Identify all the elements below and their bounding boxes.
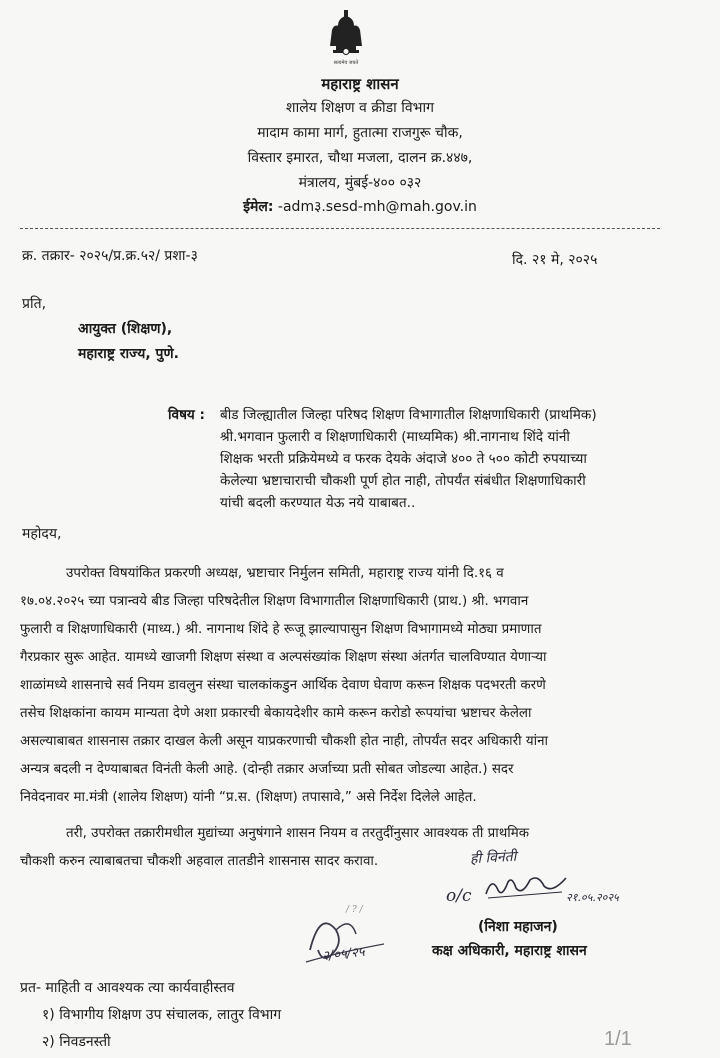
state-emblem-icon <box>318 6 374 68</box>
paragraph-1-line: निवेदनावर मा.मंत्री (शालेय शिक्षण) यांनी “प्र.स. (शिक्षण) तपासावे,” असे निर्देश दिलेले आहेत. <box>20 790 477 805</box>
subject-label: विषय : <box>168 407 205 423</box>
subject-line: केलेल्या भ्रष्टाचाराची चौकशी पूर्ण होत नाही, तोपर्यंत संबंधीत शिक्षणाधिकारी <box>220 473 586 489</box>
header-divider <box>20 228 660 229</box>
recipient-prefix: प्रति, <box>22 296 47 312</box>
paragraph-1-line: उपरोक्त विषयांकित प्रकरणी अध्यक्ष, भ्रष्टाचार निर्मुलन समिती, महाराष्ट्र राज्य यांनी दि.१६ व <box>66 566 504 581</box>
copy-item: १) विभागीय शिक्षण उप संचालक, लातुर विभाग <box>42 1007 282 1023</box>
subject-text <box>220 404 597 514</box>
paragraph-1-line: गैरप्रकार सुरू आहेत. यामध्ये खाजगी शिक्षण संस्था व अल्पसंख्यांक शिक्षण संस्था अंतर्गत चालविण्यात येणाऱ्या <box>20 650 547 665</box>
handwritten-request: ही विनंती <box>469 848 517 868</box>
subject-line: यांची बदली करण्यात येऊ नये याबाबत.. <box>220 495 416 511</box>
letterhead-address-line-1: मादाम कामा मार्ग, हुतात्मा राजगुरू चौक, <box>257 125 463 141</box>
recipient-line-1: आयुक्त (शिक्षण), <box>78 321 173 337</box>
paragraph-1-line: तसेच शिक्षकांना कायम मान्यता देणे अशा प्रकारची बेकायदेशीर कामे करून करोडो रूपयांचा भ्रष्टाचर केलेला <box>20 706 532 721</box>
email-label: ईमेल: <box>243 199 274 215</box>
signatory-name: (निशा महाजन) <box>478 919 558 935</box>
signatory-designation: कक्ष अधिकारी, महाराष्ट्र शासन <box>432 943 587 959</box>
signature-icon <box>482 872 572 902</box>
letter-date: दि. २१ मे, २०२५ <box>512 252 598 268</box>
paragraph-2-line: तरी, उपरोक्त तक्रारीमधील मुद्यांच्या अनुषंगाने शासन नियम व तरतुदींनुसार आवश्यक ती प्राथमिक <box>66 826 530 841</box>
letterhead-address-line-3: मंत्रालय, मुंबई-४०० ०३२ <box>298 175 422 191</box>
handwritten-sign-date: २१.०५.२०२५ <box>566 891 619 904</box>
reference-number: क्र. तक्रार- २०२५/प्र.क्र.५२/ प्रशा-३ <box>22 248 198 264</box>
letterhead-email <box>0 197 720 216</box>
copy-heading: प्रत- माहिती व आवश्यक त्या कार्यवाहीस्तव <box>20 980 235 996</box>
subject-line: शिक्षक भरती प्रक्रियेमध्ये व फरक देयके अंदाजे ४०० ते ५०० कोटी रुपयाच्या <box>220 451 587 467</box>
page-indicator: 1/1 <box>604 1028 632 1050</box>
paragraph-1-line: शाळांमध्ये शासनाचे सर्व नियम डावलुन संस्था चालकांकडुन आर्थिक देवाण घेवाण करून शिक्षक पदभरती करणे <box>20 678 546 693</box>
paragraph-2-line: चौकशी करुन त्याबाबतचा चौकशी अहवाल तातडीने शासनास सादर करावा. <box>20 854 379 869</box>
paragraph-1-line: फुलारी व शिक्षणाधिकारी (माध्य.) श्री. नागनाथ शिंदे हे रूजू झाल्यापासुन शिक्षण विभागामध्ये मोठ्या प्रमाणात <box>20 622 542 637</box>
handwritten-stamp-date: २/०५/२५ <box>321 944 366 965</box>
letterhead-address-line-2: विस्तार इमारत, चौथा मजला, दालन क्र.४४७, <box>247 150 473 166</box>
svg-text:/ ? /: / ? / <box>346 905 363 915</box>
handwritten-oc: o/c <box>446 886 472 906</box>
letterhead-department: शालेय शिक्षण व क्रीडा विभाग <box>286 100 434 116</box>
subject-line: श्री.भगवान फुलारी व शिक्षणाधिकारी (माध्यमिक) श्री.नागनाथ शिंदे यांनी <box>220 429 570 445</box>
svg-text:सत्यमेव जयते: सत्यमेव जयते <box>333 60 359 66</box>
paragraph-1-line: १७.०४.२०२५ च्या पत्रान्वये बीड जिल्हा परिषदेतील शिक्षण विभागातील शिक्षणाधिकारी (प्राथ.) श्री. भगवान <box>20 594 529 609</box>
recipient-line-2: महाराष्ट्र राज्य, पुणे. <box>78 346 179 362</box>
email-address: -adm३.sesd-mh@mah.gov.in <box>277 199 477 215</box>
paragraph-1-line: असल्याबाबत शासनास तक्रार दाखल केली असून याप्रकरणाची चौकशी होत नाही, तोपर्यंत सदर अधिकारी यांना <box>20 734 548 749</box>
subject-line: बीड जिल्ह्यातील जिल्हा परिषद शिक्षण विभागातील शिक्षणाधिकारी (प्राथमिक) <box>220 407 597 423</box>
paragraph-1-line: अन्यत्र बदली न देण्याबाबत विनंती केली आहे. (दोन्ही तक्रार अर्जाच्या प्रती सोबत जोडल्या आहेत.) सदर <box>20 762 514 777</box>
copy-item: २) निवडनस्ती <box>42 1034 111 1050</box>
salutation: महोदय, <box>22 526 62 542</box>
letterhead-government: महाराष्ट्र शासन <box>321 75 399 93</box>
